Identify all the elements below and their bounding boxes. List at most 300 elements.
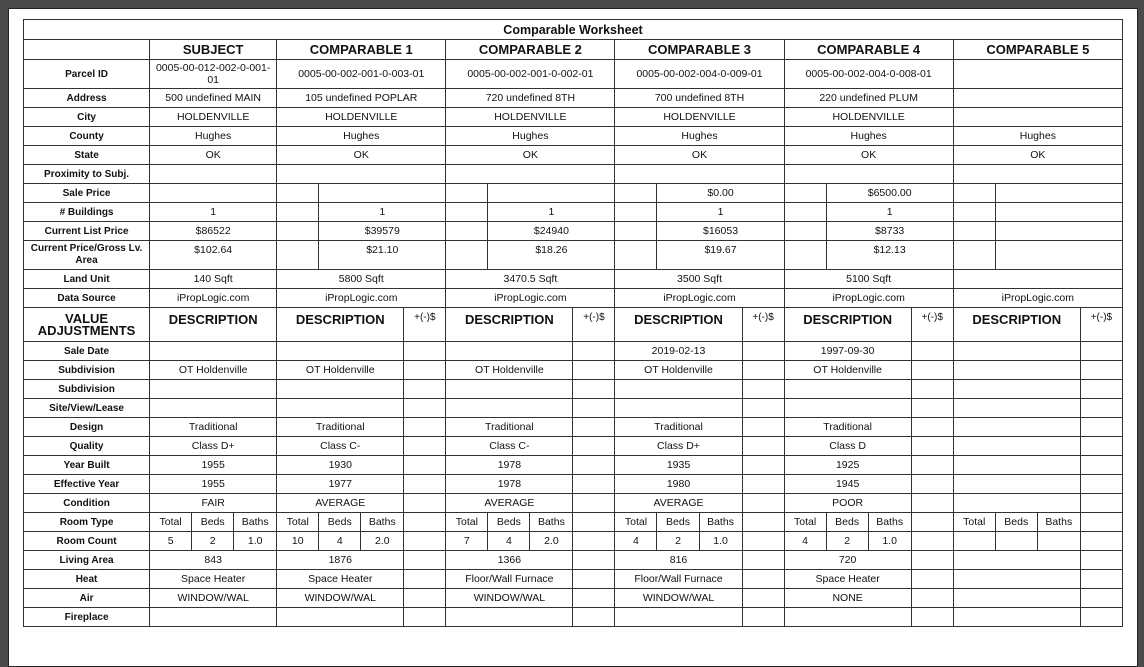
comp1-sale_price [319,184,446,203]
comp4-buildings-spacer [784,203,826,222]
comp5-site-adjustment [1080,399,1122,418]
comp5-city [953,108,1122,127]
comp4-design: Traditional [784,418,911,437]
row-label-year_built: Year Built [24,456,150,475]
comp5-adjustment-header: +(-)$ [1080,308,1122,342]
subject-buildings: 1 [150,203,277,222]
comp4-quality: Class D [784,437,911,456]
comp5-county: Hughes [953,127,1122,146]
comp4-fireplace [784,608,911,627]
comp3-sale_date: 2019-02-13 [615,342,742,361]
comp1-heat-adjustment [404,570,446,589]
row-price_area [24,241,1123,270]
comp3-subdivision: OT Holdenville [615,361,742,380]
comp5-room-beds-header: Beds [995,513,1037,532]
comp4-list_price: $8733 [826,222,953,241]
comp4-effective_year-adjustment [911,475,953,494]
subject-quality: Class D+ [150,437,277,456]
comp1-room-adjustment [404,513,446,532]
row-label-proximity: Proximity to Subj. [24,165,150,184]
row-state [24,146,1123,165]
comp5-quality-adjustment [1080,437,1122,456]
comp5-price_area [995,241,1122,270]
comp2-subdivision2 [446,380,573,399]
comp4-room-beds: 2 [826,532,868,551]
title-row [24,20,1123,40]
comp5-condition [953,494,1080,513]
comp3-effective_year: 1980 [615,475,742,494]
comp4-quality-adjustment [911,437,953,456]
comp2-subdivision2-adjustment [573,380,615,399]
row-label-parcel: Parcel ID [24,60,150,89]
comp2-subdivision-adjustment [573,361,615,380]
comp5-subdivision-adjustment [1080,361,1122,380]
comp3-room-baths: 1.0 [699,532,742,551]
comp3-condition-adjustment [742,494,784,513]
row-year_built [24,456,1123,475]
comp2-living_area-adjustment [573,551,615,570]
row-heat [24,570,1123,589]
comp4-room-baths: 1.0 [868,532,911,551]
row-label-condition: Condition [24,494,150,513]
comp2-price_area: $18.26 [488,241,615,270]
comp4-site-adjustment [911,399,953,418]
comp4-land_unit: 5100 Sqft [784,270,953,289]
comp3-sale_price: $0.00 [657,184,784,203]
comp1-price_area-spacer [277,241,319,270]
comp5-sale_date-adjustment [1080,342,1122,361]
comp3-room-total-header: Total [615,513,657,532]
row-subdivision [24,361,1123,380]
comp3-design-adjustment [742,418,784,437]
subject-design: Traditional [150,418,277,437]
comp3-price_area-spacer [615,241,657,270]
worksheet-body [24,20,1123,627]
comp5-effective_year-adjustment [1080,475,1122,494]
comp4-condition: POOR [784,494,911,513]
comp4-list_price-spacer [784,222,826,241]
comp1-room-baths: 2.0 [361,532,404,551]
comp4-sale_date-adjustment [911,342,953,361]
comp2-quality-adjustment [573,437,615,456]
comp1-fireplace [277,608,404,627]
comp3-sale_date-adjustment [742,342,784,361]
comp5-room-total-header: Total [953,513,995,532]
comp1-parcel: 0005-00-002-001-0-003-01 [277,60,446,89]
subject-null [150,165,277,184]
comp5-design [953,418,1080,437]
row-label-room_count: Room Count [24,532,150,551]
comp4-subdivision2 [784,380,911,399]
comp2-living_area: 1366 [446,551,573,570]
row-label-site: Site/View/Lease [24,399,150,418]
comp4-parcel: 0005-00-002-004-0-008-01 [784,60,953,89]
comp1-room-count-adjustment [404,532,446,551]
row-label-fireplace: Fireplace [24,608,150,627]
subject-county: Hughes [150,127,277,146]
header-comparable-3: COMPARABLE 3 [615,40,784,60]
comp2-sale_date [446,342,573,361]
subject-living_area: 843 [150,551,277,570]
value-adjustments-header-row [24,308,1123,342]
comp1-land_unit: 5800 Sqft [277,270,446,289]
comp4-condition-adjustment [911,494,953,513]
comp3-sale_price-spacer [615,184,657,203]
subject-city: HOLDENVILLE [150,108,277,127]
comp2-land_unit: 3470.5 Sqft [446,270,615,289]
comp3-room-adjustment [742,513,784,532]
comp5-air-adjustment [1080,589,1122,608]
comp2-parcel: 0005-00-002-001-0-002-01 [446,60,615,89]
comp5-room-beds [995,532,1037,551]
comp3-heat-adjustment [742,570,784,589]
comp4-living_area: 720 [784,551,911,570]
comp5-heat [953,570,1080,589]
comp3-city: HOLDENVILLE [615,108,784,127]
comp5-condition-adjustment [1080,494,1122,513]
comp5-sale_price [995,184,1122,203]
comp3-subdivision-adjustment [742,361,784,380]
comp1-subdivision-adjustment [404,361,446,380]
row-label-design: Design [24,418,150,437]
comp3-year_built-adjustment [742,456,784,475]
comp5-design-adjustment [1080,418,1122,437]
comp2-list_price-spacer [446,222,488,241]
subject-description-header: DESCRIPTION [150,308,277,342]
comp3-address: 700 undefined 8TH [615,89,784,108]
comp3-effective_year-adjustment [742,475,784,494]
comp5-effective_year [953,475,1080,494]
comp1-site-adjustment [404,399,446,418]
row-county [24,127,1123,146]
comp3-room-count-adjustment [742,532,784,551]
comp1-list_price: $39579 [319,222,446,241]
comp4-city: HOLDENVILLE [784,108,953,127]
comp2-buildings-spacer [446,203,488,222]
row-label-city: City [24,108,150,127]
row-fireplace [24,608,1123,627]
comp1-room-total: 10 [277,532,319,551]
comp1-heat: Space Heater [277,570,404,589]
comp4-adjustment-header: +(-)$ [911,308,953,342]
comp5-subdivision [953,361,1080,380]
comp3-quality-adjustment [742,437,784,456]
comp5-null [953,165,1122,184]
comp3-subdivision2-adjustment [742,380,784,399]
comp4-year_built: 1925 [784,456,911,475]
subject-room-beds-header: Beds [192,513,234,532]
row-proximity [24,165,1123,184]
row-label-subdivision: Subdivision [24,361,150,380]
row-air [24,589,1123,608]
comp2-room-beds: 4 [488,532,530,551]
comp5-room-adjustment [1080,513,1122,532]
comp1-subdivision2 [277,380,404,399]
row-sale_date [24,342,1123,361]
comp5-price_area-spacer [953,241,995,270]
comp3-room-baths-header: Baths [699,513,742,532]
comp4-room-beds-header: Beds [826,513,868,532]
comp5-list_price [995,222,1122,241]
comp4-sale_date: 1997-09-30 [784,342,911,361]
comp5-state: OK [953,146,1122,165]
row-parcel [24,60,1123,89]
comp1-design-adjustment [404,418,446,437]
header-blank [24,40,150,60]
comp1-condition-adjustment [404,494,446,513]
comp1-quality: Class C- [277,437,404,456]
comp3-air: WINDOW/WAL [615,589,742,608]
row-label-state: State [24,146,150,165]
comp5-year_built-adjustment [1080,456,1122,475]
comp2-design-adjustment [573,418,615,437]
comp1-room-beds: 4 [319,532,361,551]
comp3-room-total: 4 [615,532,657,551]
comp3-fireplace [615,608,742,627]
comp1-sale_date-adjustment [404,342,446,361]
comp2-design: Traditional [446,418,573,437]
comp4-design-adjustment [911,418,953,437]
subject-year_built: 1955 [150,456,277,475]
comp1-state: OK [277,146,446,165]
comp3-living_area-adjustment [742,551,784,570]
comp4-heat: Space Heater [784,570,911,589]
header-comparable-5: COMPARABLE 5 [953,40,1122,60]
comp5-data_source: iPropLogic.com [953,289,1122,308]
comp3-year_built: 1935 [615,456,742,475]
comp3-parcel: 0005-00-002-004-0-009-01 [615,60,784,89]
comp4-data_source: iPropLogic.com [784,289,953,308]
comp1-living_area-adjustment [404,551,446,570]
row-label-buildings: # Buildings [24,203,150,222]
comp5-quality [953,437,1080,456]
row-living_area [24,551,1123,570]
comp5-description-header: DESCRIPTION [953,308,1080,342]
comp5-year_built [953,456,1080,475]
row-land_unit [24,270,1123,289]
comp5-buildings [995,203,1122,222]
comp2-condition-adjustment [573,494,615,513]
comp1-year_built: 1930 [277,456,404,475]
comp2-room-total: 7 [446,532,488,551]
comp1-sale_date [277,342,404,361]
subject-room-total: 5 [150,532,192,551]
subject-effective_year: 1955 [150,475,277,494]
comp4-sale_price-spacer [784,184,826,203]
comp5-subdivision2-adjustment [1080,380,1122,399]
row-label-price_area: Current Price/Gross Lv. Area [24,241,150,270]
row-label-county: County [24,127,150,146]
row-sale_price [24,184,1123,203]
comp5-site [953,399,1080,418]
comp5-land_unit [953,270,1122,289]
comp5-parcel [953,60,1122,89]
comp2-room-baths-header: Baths [530,513,573,532]
comp5-sale_price-spacer [953,184,995,203]
comp4-fireplace-adjustment [911,608,953,627]
comp1-air-adjustment [404,589,446,608]
subject-null [150,380,277,399]
comp1-data_source: iPropLogic.com [277,289,446,308]
subject-air: WINDOW/WAL [150,589,277,608]
comp3-adjustment-header: +(-)$ [742,308,784,342]
comp3-room-beds-header: Beds [657,513,699,532]
row-label-quality: Quality [24,437,150,456]
row-label-effective_year: Effective Year [24,475,150,494]
comp4-room-total: 4 [784,532,826,551]
header-comparable-2: COMPARABLE 2 [446,40,615,60]
subject-address: 500 undefined MAIN [150,89,277,108]
comp5-living_area-adjustment [1080,551,1122,570]
subject-subdivision: OT Holdenville [150,361,277,380]
comp2-data_source: iPropLogic.com [446,289,615,308]
row-room-count [24,532,1123,551]
comp2-air: WINDOW/WAL [446,589,573,608]
comp2-heat: Floor/Wall Furnace [446,570,573,589]
row-label-air: Air [24,589,150,608]
comp2-condition: AVERAGE [446,494,573,513]
comp2-year_built: 1978 [446,456,573,475]
subject-room-total-header: Total [150,513,192,532]
comp2-air-adjustment [573,589,615,608]
row-label-sale_date: Sale Date [24,342,150,361]
comp2-state: OK [446,146,615,165]
row-subdivision2 [24,380,1123,399]
comp2-fireplace [446,608,573,627]
comp3-description-header: DESCRIPTION [615,308,742,342]
comp5-air [953,589,1080,608]
comp1-price_area: $21.10 [319,241,446,270]
comp1-subdivision: OT Holdenville [277,361,404,380]
comp4-year_built-adjustment [911,456,953,475]
comp4-effective_year: 1945 [784,475,911,494]
comp1-room-beds-header: Beds [319,513,361,532]
row-label-sale_price: Sale Price [24,184,150,203]
comp2-site-adjustment [573,399,615,418]
row-list_price [24,222,1123,241]
comp5-fireplace-adjustment [1080,608,1122,627]
worksheet-title: Comparable Worksheet [24,20,1123,40]
comp2-list_price: $24940 [488,222,615,241]
subject-sale_price [150,184,277,203]
subject-heat: Space Heater [150,570,277,589]
comp4-buildings: 1 [826,203,953,222]
comp3-room-beds: 2 [657,532,699,551]
comp2-sale_price [488,184,615,203]
comp2-price_area-spacer [446,241,488,270]
comp5-fireplace [953,608,1080,627]
comparable-worksheet-table [23,19,1123,627]
row-label-land_unit: Land Unit [24,270,150,289]
comp3-list_price: $16053 [657,222,784,241]
header-subject: SUBJECT [150,40,277,60]
row-address [24,89,1123,108]
row-city [24,108,1123,127]
comp2-buildings: 1 [488,203,615,222]
row-label-room_type: Room Type [24,513,150,532]
comp2-adjustment-header: +(-)$ [573,308,615,342]
row-effective_year [24,475,1123,494]
row-data_source [24,289,1123,308]
comp1-adjustment-header: +(-)$ [404,308,446,342]
comp4-room-adjustment [911,513,953,532]
comp4-air: NONE [784,589,911,608]
row-label-data_source: Data Source [24,289,150,308]
worksheet-page [8,8,1138,667]
subject-price_area: $102.64 [150,241,277,270]
row-condition [24,494,1123,513]
comp2-effective_year: 1978 [446,475,573,494]
comp4-room-total-header: Total [784,513,826,532]
subject-null [150,342,277,361]
comp1-quality-adjustment [404,437,446,456]
row-buildings [24,203,1123,222]
comp2-room-baths: 2.0 [530,532,573,551]
comp3-heat: Floor/Wall Furnace [615,570,742,589]
header-comparable-1: COMPARABLE 1 [277,40,446,60]
comp1-address: 105 undefined POPLAR [277,89,446,108]
comp2-effective_year-adjustment [573,475,615,494]
comp3-fireplace-adjustment [742,608,784,627]
comp1-null [277,165,446,184]
comp5-subdivision2 [953,380,1080,399]
comp3-condition: AVERAGE [615,494,742,513]
comp3-subdivision2 [615,380,742,399]
comp1-effective_year-adjustment [404,475,446,494]
comp3-list_price-spacer [615,222,657,241]
comp3-living_area: 816 [615,551,742,570]
comp4-price_area: $12.13 [826,241,953,270]
comp2-room-beds-header: Beds [488,513,530,532]
comp3-quality: Class D+ [615,437,742,456]
comp4-state: OK [784,146,953,165]
comp1-county: Hughes [277,127,446,146]
comp5-room-baths-header: Baths [1037,513,1080,532]
comp2-county: Hughes [446,127,615,146]
row-room-type [24,513,1123,532]
comp4-description-header: DESCRIPTION [784,308,911,342]
comp1-living_area: 1876 [277,551,404,570]
comp2-subdivision: OT Holdenville [446,361,573,380]
row-label-living_area: Living Area [24,551,150,570]
row-quality [24,437,1123,456]
comp2-room-total-header: Total [446,513,488,532]
comp2-quality: Class C- [446,437,573,456]
comp2-null [446,165,615,184]
comp4-null [784,165,953,184]
comp1-fireplace-adjustment [404,608,446,627]
subject-null [150,608,277,627]
comp4-subdivision2-adjustment [911,380,953,399]
comp3-design: Traditional [615,418,742,437]
comp3-air-adjustment [742,589,784,608]
comp1-air: WINDOW/WAL [277,589,404,608]
comp3-site-adjustment [742,399,784,418]
comp3-buildings: 1 [657,203,784,222]
comp2-room-count-adjustment [573,532,615,551]
comp2-year_built-adjustment [573,456,615,475]
row-label-heat: Heat [24,570,150,589]
comp1-condition: AVERAGE [277,494,404,513]
comp1-city: HOLDENVILLE [277,108,446,127]
comp1-buildings-spacer [277,203,319,222]
comp4-room-baths-header: Baths [868,513,911,532]
comp5-room-total [953,532,995,551]
comp4-room-count-adjustment [911,532,953,551]
subject-condition: FAIR [150,494,277,513]
subject-land_unit: 140 Sqft [150,270,277,289]
value-adjustments-label: VALUE ADJUSTMENTS [24,308,150,342]
